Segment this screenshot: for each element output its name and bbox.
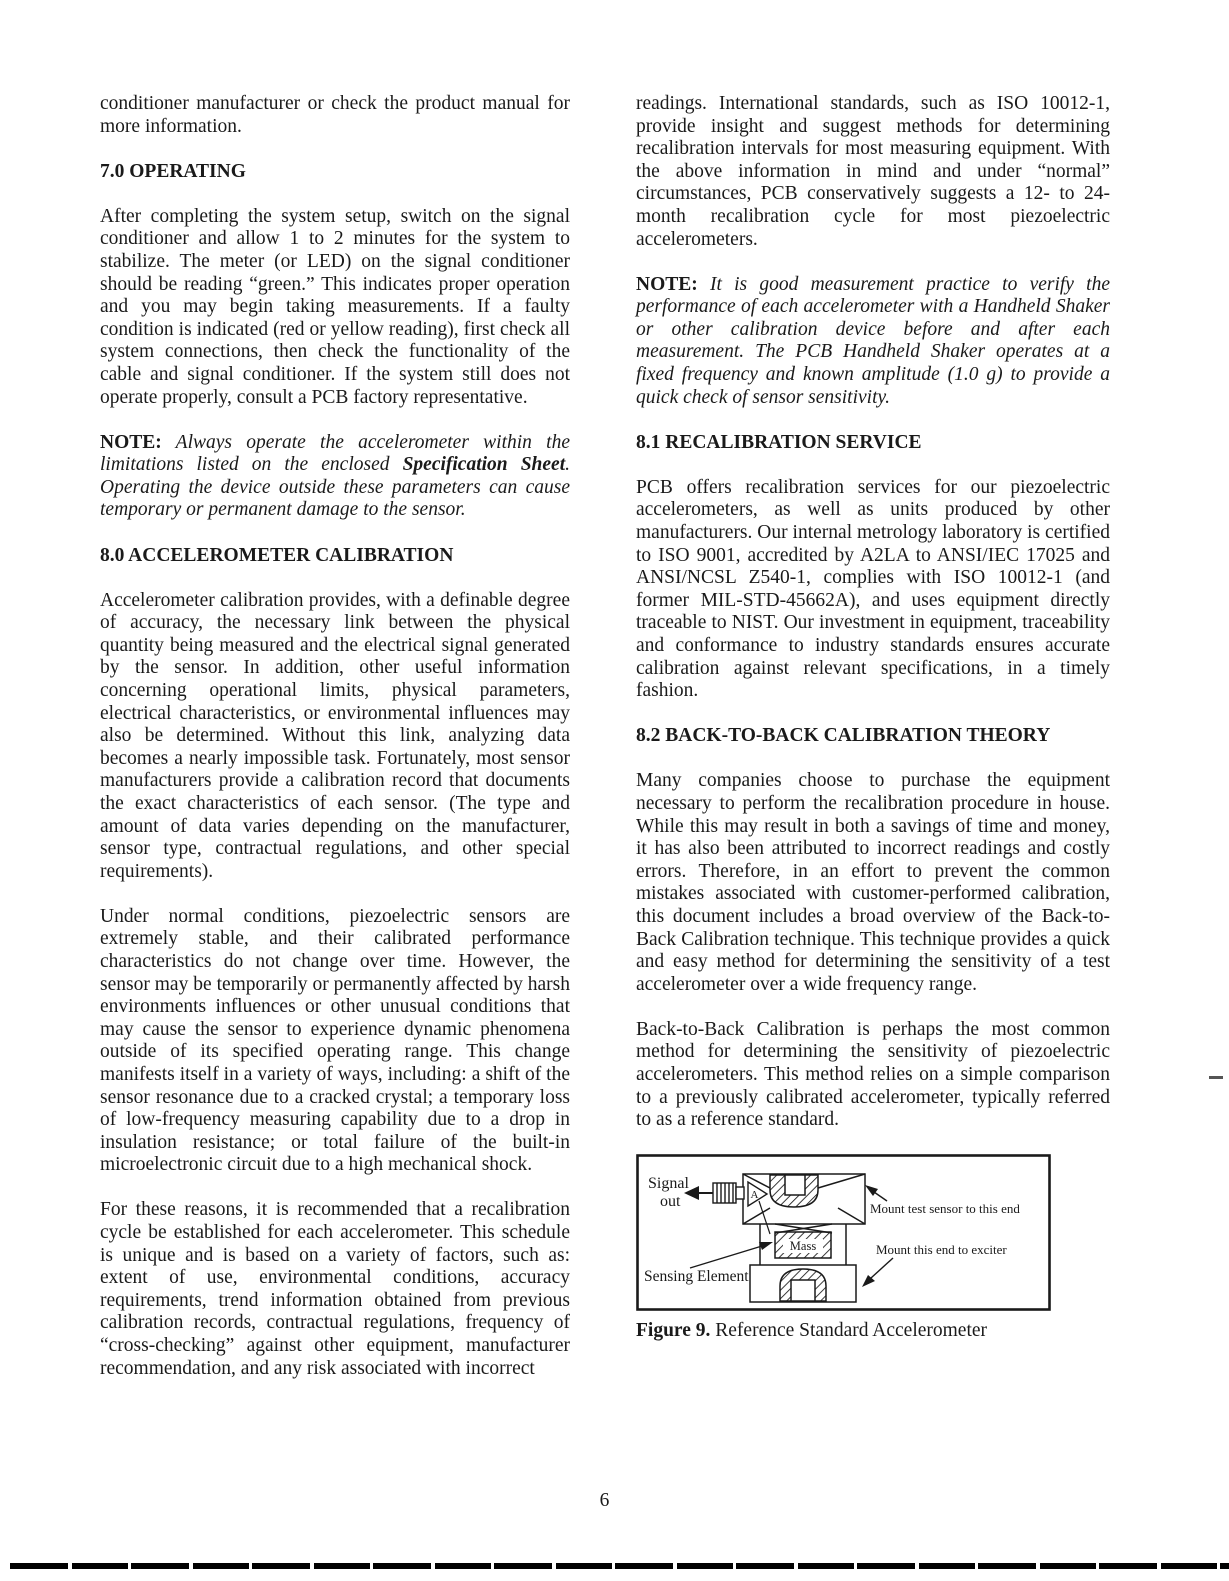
section-heading-8-0-accelerometer-calibration: 8.0 ACCELEROMETER CALIBRATION xyxy=(100,544,454,566)
paragraph-calibration-1: Accelerometer calibration provides, with a definable degree of accuracy, the necessary link between the physical quantity being measured and the electrical signal generated by the sensor. In addition, other useful information concerning operational limits, physical parameters, electrical characteristics, or environmental influences may also be determined. Without this link, analyzing data becomes a nearly impossible task. Fortunately, most sensor manufacturers provide a calibration record that documents the exact characteristics of each sensor. (The type and amount of data varies depending on the manufacturer, sensor type, contractual regulations, and other special requirements). xyxy=(100,589,570,882)
mass-label: Mass xyxy=(789,1239,817,1254)
left-column xyxy=(100,93,570,1403)
note-label: NOTE: xyxy=(636,273,698,295)
section-heading-8-2-back-to-back: 8.2 BACK-TO-BACK CALIBRATION THEORY xyxy=(636,725,1051,747)
section-heading-7-0-operating: 7.0 OPERATING xyxy=(100,160,246,182)
page-number: 6 xyxy=(599,1490,610,1511)
note-label: NOTE: xyxy=(100,431,162,453)
note-emphasis-specification-sheet: Specification Sheet xyxy=(402,454,566,476)
figure-caption-title: Reference Standard Accelerometer xyxy=(710,1320,988,1342)
paragraph-conditioner-manual: conditioner manufacturer or check the product manual for more information. xyxy=(100,93,570,137)
top-bolt-hole xyxy=(785,1175,805,1195)
paragraph-recalibration-service: PCB offers recalibration services for our piezoelectric accelerometers, as well as units produced by other manufacturers. Our internal metrology laboratory is certified to ISO 9001, accredited by A2LA to ANSI/IEC 17025 and ANSI/NCSL Z540-1, complies with ISO 10012-1 (and former MIL-STD-45662A), and uses equipment directly traceable to NIST. Our investment in equipment, traceability and conformance to industry standards ensures accurate calibration against relevant specifications, in a timely fashion. xyxy=(636,476,1110,702)
accelerometer-top-block xyxy=(743,1174,865,1224)
base-bolt-hole xyxy=(791,1280,815,1301)
figure-9-caption xyxy=(636,1319,1051,1342)
mount-exciter-label: Mount this end to exciter xyxy=(876,1242,1007,1258)
mass-block xyxy=(775,1232,831,1258)
note-text-after: . Operating the device outside these parameters can cause temporary or permanent damage to the sensor. xyxy=(100,454,570,521)
amplifier-label: A xyxy=(750,1189,759,1202)
accelerometer-base-block xyxy=(750,1265,856,1302)
paragraph-back-to-back-2: Back-to-Back Calibration is perhaps the most common method for determining the sensitivity of piezoelectric accelerometers. This method relies on a simple comparison to a previously calibrated accelerometer, typically referred to as a reference standard. xyxy=(636,1018,1110,1131)
paragraph-back-to-back-1: Many companies choose to purchase the equipment necessary to perform the recalibration procedure in house. While this may result in both a savings of time and money, it has also been attributed to incorrect readings and costly errors. Therefore, in an effort to prevent the common mistakes associated with customer-performed calibration, this document includes a broad overview of the Back-to-Back Calibration technique. This technique provides a quick and easy method for determining the sensitivity of a test accelerometer over a wide frequency range. xyxy=(636,770,1110,995)
section-heading-8-1-recalibration-service: 8.1 RECALIBRATION SERVICE xyxy=(636,431,922,453)
right-column xyxy=(636,93,1110,1403)
figure-caption-number: Figure 9. xyxy=(636,1320,711,1342)
note-handheld-shaker xyxy=(636,274,1110,410)
mount-test-sensor-label: Mount test sensor to this end xyxy=(870,1201,1020,1217)
figure-9-diagram xyxy=(636,1154,1051,1312)
sensing-element-label: Sensing Element xyxy=(644,1268,749,1286)
scan-artifact-bottom-line xyxy=(10,1563,1229,1569)
figure-9 xyxy=(636,1154,1051,1342)
paragraph-calibration-2: Under normal conditions, piezoelectric sensors are extremely stable, and their calibrated performance characteristics do not change over time. However, the sensor may be temporarily or permanently affected by harsh environments influences or other unusual conditions that may cause the sensor to experience dynamic phenomena outside of its specified operating range. This change manifests itself in a variety of ways, including: a shift of the sensor resonance due to a cracked crystal; a temporary loss of low-frequency measuring capability due to a drop in insulation resistance; or total failure of the built-in microelectronic circuit due to a high mechanical shock. xyxy=(100,905,570,1176)
paragraph-operating: After completing the system setup, switch on the signal conditioner and allow 1 to 2 minutes for the system to stabilize. The meter (or LED) on the signal conditioner should be reading “green.” This indicates proper operation and you may begin taking measurements. If a faulty condition is indicated (red or yellow reading), first check all system connections, then check the functionality of the cable and signal conditioner. If the system still does not operate properly, consult a PCB factory representative. xyxy=(100,205,570,408)
note-text-before: Always operate the accelerometer within the limitations listed on the enclosed xyxy=(100,431,570,476)
signal-out-label-line2: out xyxy=(660,1193,681,1211)
note-text: It is good measurement practice to verify the performance of each accelerometer with a Handheld Shaker or other calibration device before and after each measurement. The PCB Handheld Shaker operates at a fixed frequency and known amplitude (1.0 g) to provide a quick check of sensor sensitivity. xyxy=(636,273,1110,408)
paragraph-calibration-3: For these reasons, it is recommended that a recalibration cycle be established for each accelerometer. This schedule is unique and is based on a variety of factors, such as: extent of use, environmental conditions, accuracy requirements, trend information obtained from previous calibration records, contractual regulations, frequency of “cross-checking” against other equipment, manufacturer recommendation, and any risk associated with incorrect xyxy=(100,1199,570,1379)
signal-out-label-line1: Signal xyxy=(648,1175,689,1193)
scan-artifact-margin-dash xyxy=(1209,1076,1223,1079)
note-operating xyxy=(100,432,570,522)
paragraph-readings-standards: readings. International standards, such as ISO 10012-1, provide insight and suggest methods for determining recalibration intervals for most measuring equipment. With the above information in mind and under “normal” circumstances, PCB conservatively suggests a 12- to 24-month recalibration cycle for most piezoelectric accelerometers. xyxy=(636,93,1110,250)
